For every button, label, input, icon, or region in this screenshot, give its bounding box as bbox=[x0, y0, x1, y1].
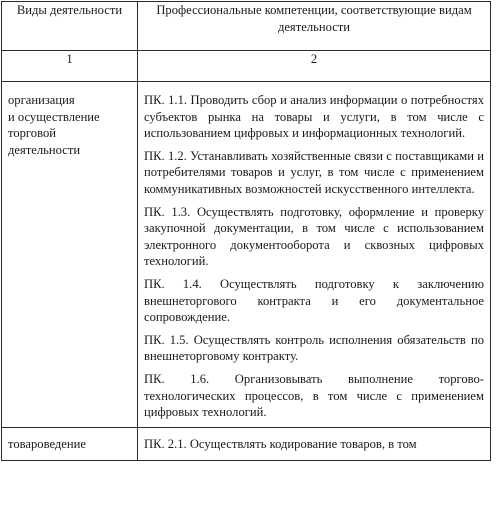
activity-cell bbox=[2, 427, 138, 460]
table-row bbox=[2, 82, 491, 428]
competency-item: ПК. 1.4. Осуществлять подготовку к заключению внешнеторгового контракта и его документальное сопровождение. bbox=[144, 276, 484, 325]
activity-line: и осуществление bbox=[8, 109, 100, 124]
activity-line: торговой bbox=[8, 126, 56, 141]
competency-item: ПК. 1.3. Осуществлять подготовку, оформление и проверку закупочной документации, в том числе с использованием электронного документооборота и сквозных цифровых технологий. bbox=[144, 204, 484, 269]
table-header-row bbox=[2, 2, 491, 51]
competency-item: ПК. 1.1. Проводить сбор и анализ информации о потребностях субъектов рынка на товары и услуги, в том числе с использованием цифровых и информационных технологий. bbox=[144, 93, 484, 141]
activity-line: организация bbox=[8, 93, 75, 107]
competencies-cell bbox=[138, 82, 491, 428]
column-number-1: 1 bbox=[2, 51, 138, 82]
activity-line: товароведение bbox=[8, 436, 86, 451]
competency-item: ПК. 1.5. Осуществлять контроль исполнения обязательств по внешнеторговому контракту. bbox=[144, 332, 484, 364]
competency-item: ПК. 1.2. Устанавливать хозяйственные связи с поставщиками и потребителями товаров и услуг, в том числе с применением коммуникативных возможностей искусственного интеллекта. bbox=[144, 148, 484, 196]
competency-item: ПК. 2.1. Осуществлять кодирование товаров, в том bbox=[144, 436, 417, 451]
competencies-table bbox=[1, 1, 491, 461]
activity-cell bbox=[2, 82, 138, 428]
competencies-cell bbox=[138, 427, 491, 460]
column-number-row bbox=[2, 51, 491, 82]
table-row bbox=[2, 427, 491, 460]
column-number-2: 2 bbox=[138, 51, 491, 82]
activity-line: деятельности bbox=[8, 142, 81, 157]
competency-item: ПК. 1.6. Организовывать выполнение торгово-технологических процессов, в том числе с применением цифровых технологий. bbox=[144, 371, 484, 420]
header-activity-type: Виды деятельности bbox=[2, 2, 138, 51]
header-competencies: Профессиональные компетенции, соответствующие видам деятельности bbox=[138, 2, 491, 51]
